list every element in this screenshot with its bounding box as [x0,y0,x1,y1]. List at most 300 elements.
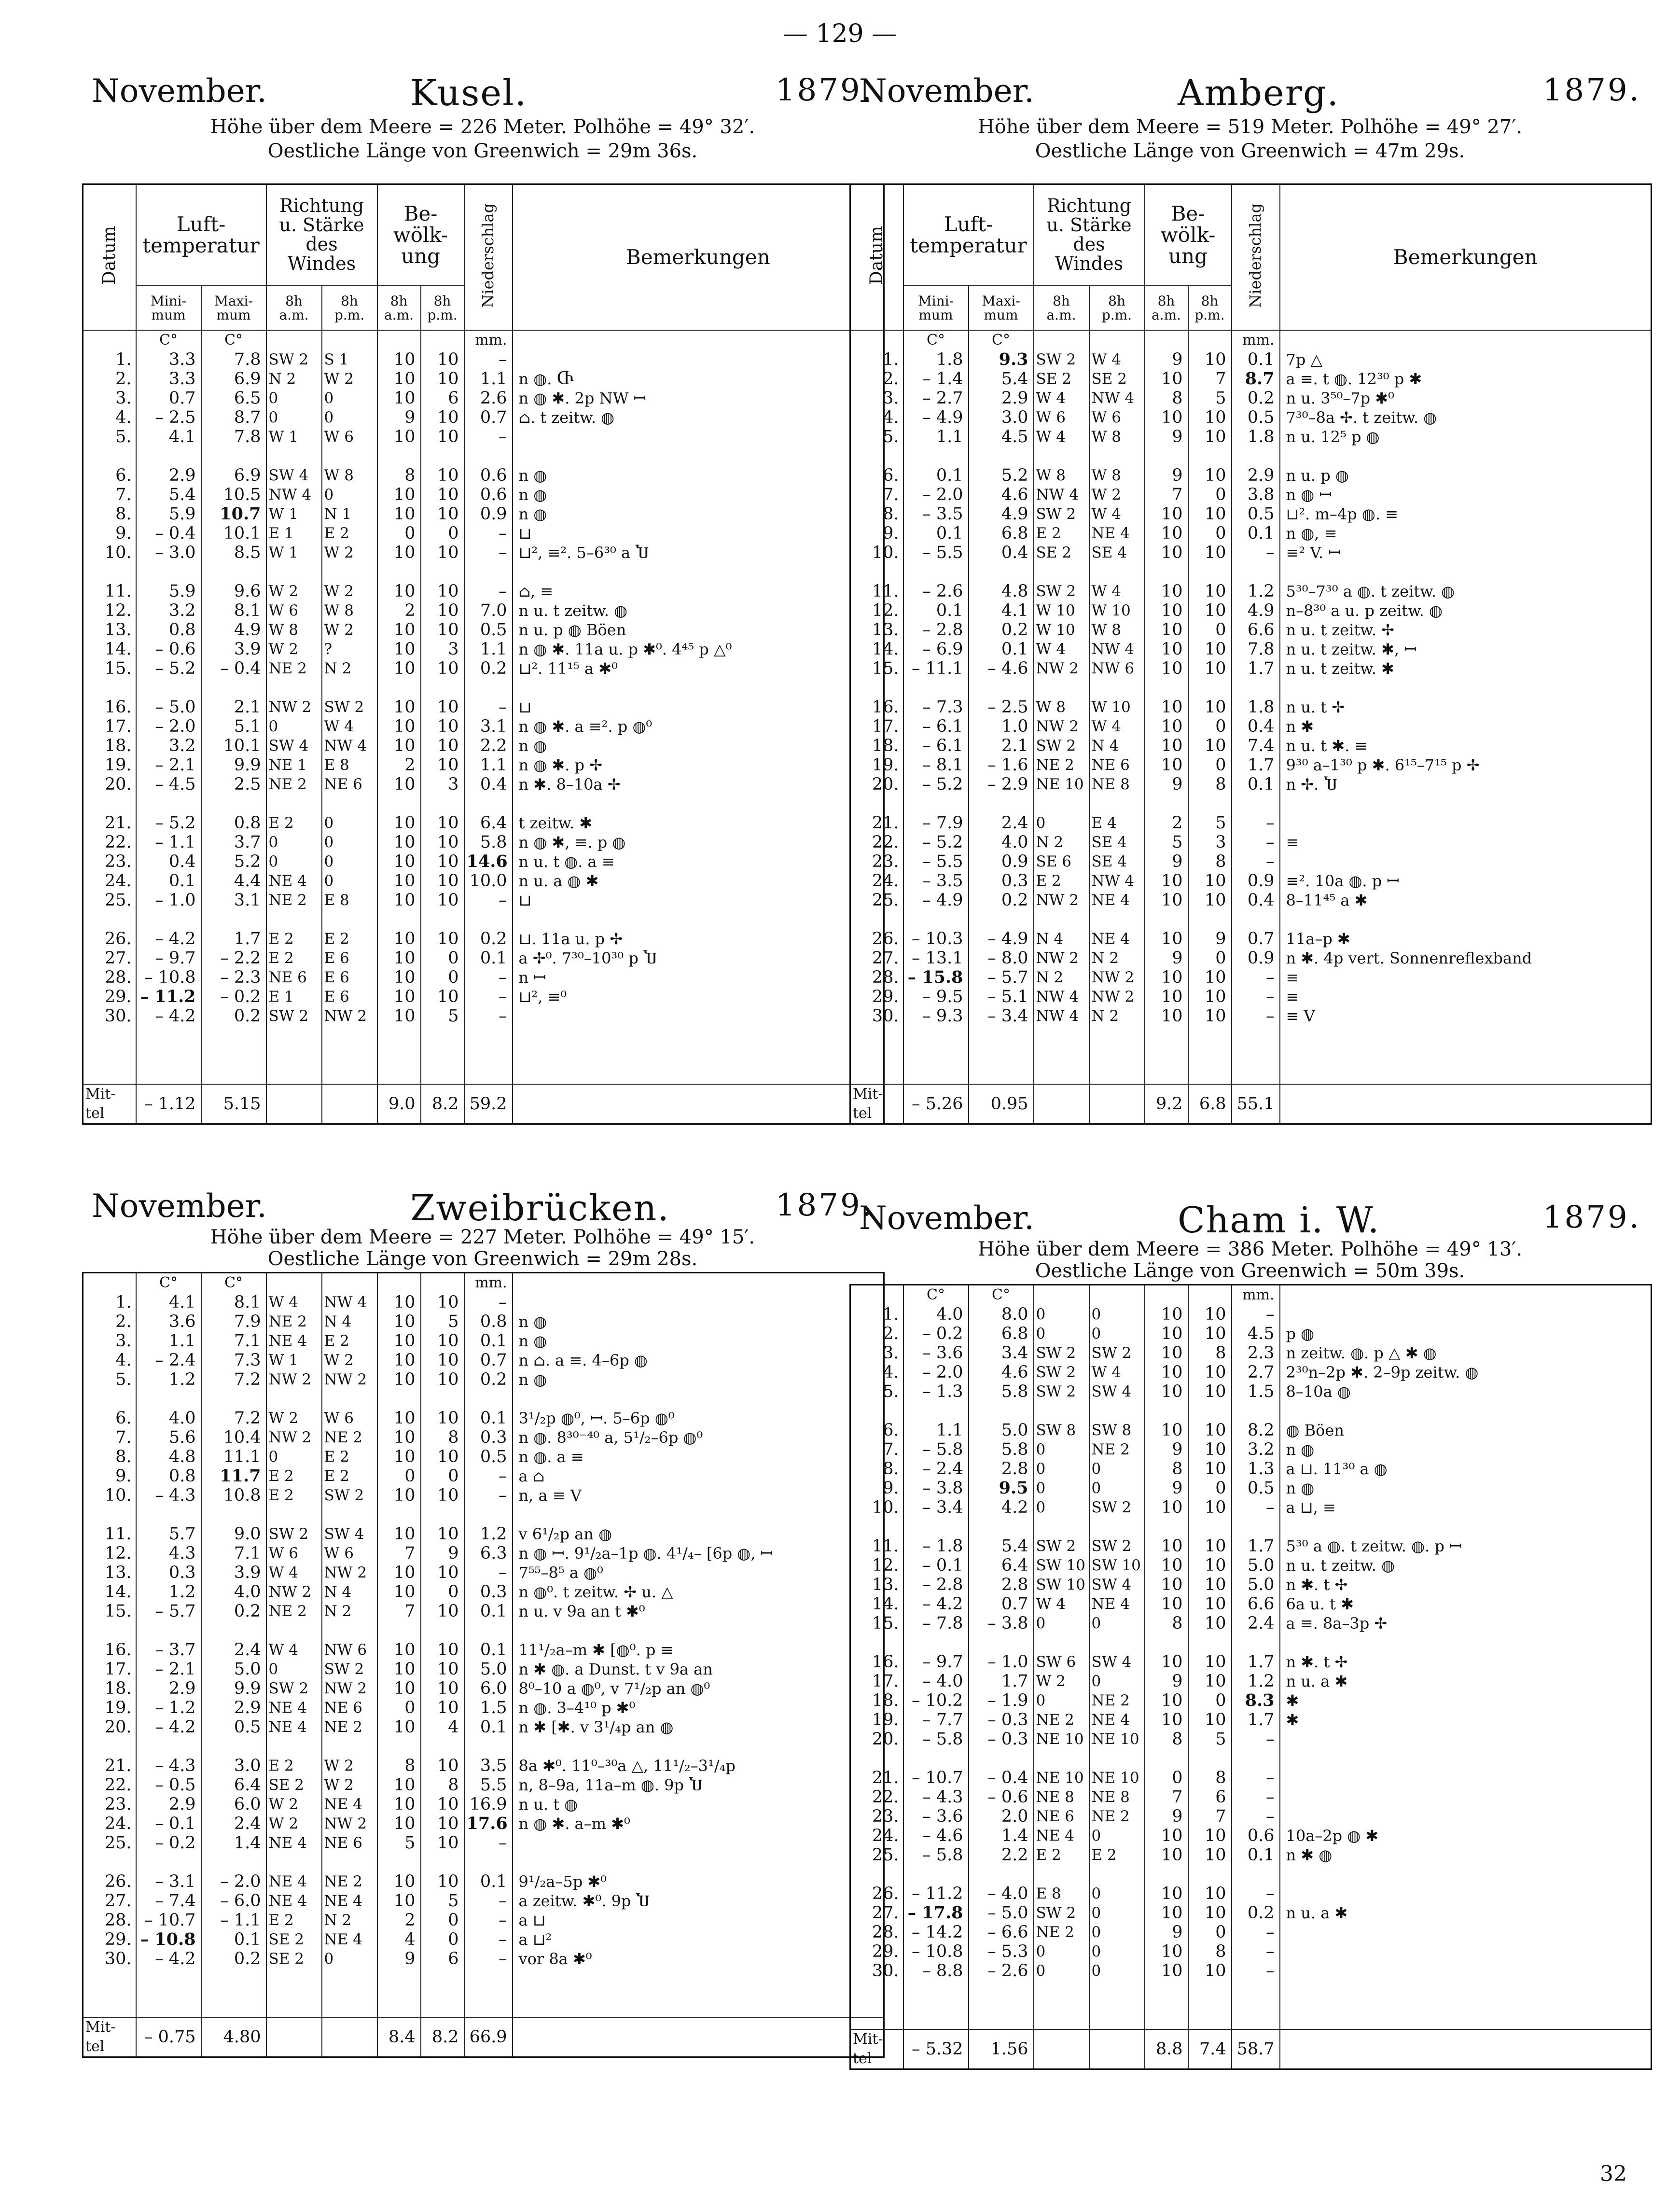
header-maximum: Maxi- mum [969,286,1034,330]
gap-cell [136,910,201,929]
remarks-cell: n u. t ✢ [1280,698,1652,717]
max-temp-cell: 1.7 [201,929,266,949]
precip-cell: 0.1 [1232,775,1280,794]
precip-cell: 1.3 [1232,1459,1280,1479]
cloud-am-cell: 10 [1145,1421,1188,1440]
gap-cell [421,1969,464,2017]
wind-pm-cell: 0 [322,833,377,852]
gap-cell [1089,447,1145,466]
cloud-pm-cell: 10 [421,1756,464,1775]
gap-cell [969,794,1034,813]
max-temp-cell: 5.8 [969,1382,1034,1401]
precip-cell: 0.3 [464,1428,513,1447]
max-temp-cell: 6.4 [201,1775,266,1795]
cloud-pm-cell: 10 [421,717,464,736]
day-cell: 21. [83,1756,136,1775]
cloud-pm-cell: 10 [421,1331,464,1351]
min-temp-cell: 0.8 [136,1466,201,1486]
min-temp-cell: – 3.0 [136,543,201,562]
max-temp-cell: – 0.4 [969,1768,1034,1787]
max-temp-cell: – 2.9 [969,775,1034,794]
min-temp-cell: – 5.8 [903,1730,969,1749]
min-temp-cell: – 0.2 [903,1324,969,1343]
gap-cell [464,794,513,813]
day-cell: 29. [83,987,136,1006]
cloud-pm-cell: 10 [1188,1594,1232,1614]
max-temp-cell: 10.4 [201,1428,266,1447]
mittel-min: – 0.75 [136,2017,201,2057]
spacer-row [850,1981,1652,2029]
cloud-pm-cell: 10 [1188,871,1232,891]
max-temp-cell: – 0.3 [969,1710,1034,1730]
wind-am-cell: NE 6 [1034,1807,1089,1826]
remarks-cell: n ◍⁰. t zeitw. ✢ u. △ [513,1582,884,1602]
day-cell: 26. [83,1872,136,1891]
wind-pm-cell: SW 4 [1089,1652,1145,1672]
max-temp-cell: 11.1 [201,1447,266,1466]
precip-cell: 0.6 [464,485,513,504]
cloud-am-cell: 4 [377,1930,421,1949]
cloud-am-cell: 10 [1145,1884,1188,1903]
gap-cell [322,910,377,929]
cloud-am-cell: 10 [377,389,421,408]
wind-am-cell: W 4 [1034,640,1089,659]
mittel-max: 4.80 [201,2017,266,2057]
cloud-pm-cell: 10 [421,987,464,1006]
wind-am-cell: SW 2 [1034,582,1089,601]
gap-cell [1280,1749,1652,1768]
cloud-pm-cell: 10 [421,1814,464,1833]
unit-cell: C° [201,1273,266,1293]
table-row [83,736,884,755]
min-temp-cell: – 2.1 [136,1660,201,1679]
unit-cell [850,330,903,350]
min-temp-cell: – 1.1 [136,833,201,852]
max-temp-cell: 2.5 [201,775,266,794]
gap-cell [201,1737,266,1756]
precip-cell: 1.5 [1232,1382,1280,1401]
wind-am-cell: NE 1 [266,755,322,775]
min-temp-cell: 2.9 [136,466,201,485]
wind-pm-cell: W 6 [322,1409,377,1428]
precip-cell: – [464,891,513,910]
cloud-am-cell: 9 [377,1949,421,1969]
precip-cell: 2.7 [1232,1363,1280,1382]
table-row [850,1672,1652,1691]
cloud-am-cell: 2 [377,601,421,620]
remarks-cell: ≡ V [1280,1006,1652,1026]
min-temp-cell: – 5.8 [903,1845,969,1865]
cloud-pm-cell: 10 [421,582,464,601]
day-cell: 12. [850,1556,903,1575]
min-temp-cell: 0.8 [136,620,201,640]
cloud-am-cell: 10 [1145,1961,1188,1981]
header-datum [850,184,903,331]
precip-cell: – [1232,1006,1280,1026]
wind-pm-cell: SW 8 [1089,1421,1145,1440]
max-temp-cell: – 8.0 [969,949,1034,968]
max-temp-cell: 0.1 [969,640,1034,659]
cloud-pm-cell: 10 [1188,582,1232,601]
remarks-cell: ✱ [1280,1691,1652,1710]
max-temp-cell: – 5.0 [969,1903,1034,1923]
wind-am-cell: 0 [1034,1691,1089,1710]
cloud-am-cell: 10 [377,949,421,968]
day-cell: 11. [850,1536,903,1556]
cloud-pm-cell: 8 [1188,1768,1232,1787]
wind-pm-cell: NE 10 [1089,1768,1145,1787]
wind-am-cell: NW 4 [1034,987,1089,1006]
header-bemerkungen: Bemerkungen [1280,184,1652,331]
max-temp-cell: 7.2 [201,1409,266,1428]
precip-cell: 6.4 [464,813,513,833]
wind-pm-cell: E 2 [322,524,377,543]
gap-cell [464,1969,513,2017]
remarks-cell: n u. 3⁵⁰–7p ✱⁰ [1280,389,1652,408]
table-row [850,987,1652,1006]
table-row [850,601,1652,620]
precip-cell: 1.5 [464,1698,513,1717]
wind-am-cell: NE 2 [266,1312,322,1331]
wind-pm-cell: SE 2 [1089,369,1145,389]
day-cell: 22. [83,833,136,852]
gap-cell [266,447,322,466]
gap-cell [1232,1749,1280,1768]
gap-cell [266,1621,322,1640]
wind-pm-cell: N 1 [322,504,377,524]
cloud-pm-cell: 10 [421,736,464,755]
day-cell: 15. [83,659,136,678]
precip-cell: 0.2 [1232,1903,1280,1923]
precip-cell: 8.2 [1232,1421,1280,1440]
mittel-precip: 66.9 [464,2017,513,2057]
wind-pm-cell: ? [322,640,377,659]
unit-cell [1145,1285,1188,1305]
gap-cell [903,1749,969,1768]
table-row [83,813,884,833]
gap-cell [83,1505,136,1524]
unit-cell [1280,1285,1652,1305]
gap-cell [1089,1517,1145,1536]
table-row [850,1691,1652,1710]
cloud-am-cell: 8 [377,1756,421,1775]
wind-am-cell: NE 2 [1034,755,1089,775]
wind-pm-cell: NE 4 [322,1891,377,1911]
gap-cell [266,1026,322,1084]
gap-cell [136,678,201,698]
precip-cell: 16.9 [464,1795,513,1814]
cloud-am-cell: 10 [377,504,421,524]
cloud-pm-cell: 10 [1188,1961,1232,1981]
gap-cell [1232,1517,1280,1536]
unit-cell: mm. [1232,330,1280,350]
gap-cell [1145,1633,1188,1652]
cloud-pm-cell: 10 [421,1660,464,1679]
wind-am-cell: 0 [1034,1324,1089,1343]
precip-cell: 0.6 [464,466,513,485]
precip-cell: 0.5 [1232,504,1280,524]
wind-pm-cell: E 2 [322,1331,377,1351]
gap-cell [850,1401,903,1421]
table-row [83,601,884,620]
cloud-am-cell: 10 [1145,408,1188,427]
cloud-am-cell: 10 [377,1409,421,1428]
station-name: Kusel. [410,72,528,114]
cloud-am-cell: 10 [377,640,421,659]
wind-am-cell: W 1 [266,427,322,447]
gap-cell [1145,910,1188,929]
table-row [850,1536,1652,1556]
max-temp-cell: 7.9 [201,1312,266,1331]
remarks-cell [1280,1768,1652,1787]
gap-cell [421,794,464,813]
wind-pm-cell: 0 [322,1949,377,1969]
min-temp-cell: – 5.8 [903,1440,969,1459]
day-cell: 24. [83,1814,136,1833]
wind-pm-cell: 0 [1089,1826,1145,1845]
max-temp-cell: 4.6 [969,1363,1034,1382]
max-temp-cell: 9.0 [201,1524,266,1544]
min-temp-cell: – 3.8 [903,1479,969,1498]
min-temp-cell: – 2.8 [903,620,969,640]
remarks-cell: n ◍ [513,1370,884,1389]
cloud-am-cell: 10 [377,1486,421,1505]
gap-cell [513,678,884,698]
day-cell: 13. [850,620,903,640]
wind-pm-cell: E 2 [322,929,377,949]
cloud-am-cell: 10 [377,1582,421,1602]
day-cell: 29. [850,1942,903,1961]
max-temp-cell: 0.4 [969,543,1034,562]
wind-am-cell: NE 2 [266,659,322,678]
cloud-pm-cell: 6 [421,389,464,408]
gap-cell [266,678,322,698]
wind-am-cell: SE 6 [1034,852,1089,871]
gap-cell [377,1737,421,1756]
min-temp-cell: 1.2 [136,1582,201,1602]
wind-am-cell: W 2 [266,582,322,601]
wind-pm-cell: N 4 [322,1582,377,1602]
header-wind: Richtung u. Stärke des Windes [1034,184,1145,286]
table-row [850,968,1652,987]
mittel-row [850,1084,1652,1124]
cloud-pm-cell: 10 [1188,1498,1232,1517]
max-temp-cell: – 0.2 [201,987,266,1006]
gap-cell [969,1517,1034,1536]
remarks-cell: n ◍ [513,504,884,524]
wind-am-cell: W 1 [266,543,322,562]
table-row [850,1594,1652,1614]
day-cell: 27. [83,949,136,968]
precip-cell: 3.1 [464,717,513,736]
max-temp-cell: – 6.6 [969,1923,1034,1942]
gap-cell [201,1969,266,2017]
gap-cell [513,1737,884,1756]
table-row [850,640,1652,659]
day-cell: 8. [850,1459,903,1479]
max-temp-cell: 10.5 [201,485,266,504]
day-cell: 10. [850,1498,903,1517]
cloud-pm-cell: 0 [1188,717,1232,736]
wind-am-cell: SW 2 [1034,1536,1089,1556]
wind-pm-cell: E 2 [1089,1845,1145,1865]
remarks-cell: ⌂, ≡ [513,582,884,601]
gap-cell [969,1633,1034,1652]
gap-cell [1280,1401,1652,1421]
table-row [850,813,1652,833]
gap-cell [1188,1026,1232,1084]
max-temp-cell: 3.9 [201,1563,266,1582]
table-row [83,1293,884,1312]
cloud-pm-cell: 10 [1188,1421,1232,1440]
wind-pm-cell: E 4 [1089,813,1145,833]
gap-cell [322,447,377,466]
wind-pm-cell: E 8 [322,755,377,775]
gap-cell [201,794,266,813]
remarks-cell: n ✱. 4p vert. Sonnenreflexband [1280,949,1652,968]
mittel-max: 0.95 [969,1084,1034,1124]
cloud-pm-cell: 0 [1188,755,1232,775]
cloud-am-cell: 9 [1145,949,1188,968]
cloud-pm-cell: 10 [421,1563,464,1582]
station-header [849,72,1651,183]
header-minimum: Mini- mum [903,286,969,330]
table-row [83,640,884,659]
wind-pm-cell: W 2 [322,543,377,562]
weather-table [82,183,885,1125]
min-temp-cell: 1.1 [136,1331,201,1351]
group-gap [850,1517,1652,1536]
remarks-cell: n u. t zeitw. ✢ [1280,620,1652,640]
table-row [83,524,884,543]
remarks-cell: n ◍ [1280,1479,1652,1498]
table-row [850,1807,1652,1826]
min-temp-cell: – 4.2 [903,1594,969,1614]
cloud-am-cell: 10 [377,1795,421,1814]
day-cell: 11. [83,1524,136,1544]
gap-cell [83,1737,136,1756]
wind-am-cell: 0 [1034,1614,1089,1633]
wind-pm-cell: SW 2 [322,1486,377,1505]
max-temp-cell: 8.0 [969,1305,1034,1324]
table-row [850,775,1652,794]
day-cell: 1. [850,1305,903,1324]
gap-cell [266,1969,322,2017]
cloud-pm-cell: 10 [1188,1826,1232,1845]
cloud-pm-cell: 8 [1188,1343,1232,1363]
mittel-wind-pm [1089,2029,1145,2069]
min-temp-cell: 1.2 [136,1370,201,1389]
cloud-pm-cell: 0 [421,949,464,968]
cloud-pm-cell: 10 [421,1447,464,1466]
group-gap [83,678,884,698]
cloud-pm-cell: 10 [421,833,464,852]
min-temp-cell: – 5.2 [136,813,201,833]
max-temp-cell: 5.1 [201,717,266,736]
gap-cell [464,678,513,698]
wind-pm-cell: 0 [1089,1459,1145,1479]
wind-am-cell: E 2 [266,813,322,833]
wind-pm-cell: SE 4 [1089,543,1145,562]
day-cell: 2. [83,1312,136,1331]
gap-cell [903,1517,969,1536]
remarks-cell: 5³⁰–7³⁰ a ◍. t zeitw. ◍ [1280,582,1652,601]
gap-cell [903,1981,969,2029]
cloud-am-cell: 10 [377,698,421,717]
cloud-pm-cell: 8 [421,1775,464,1795]
max-temp-cell: 1.0 [969,717,1034,736]
day-cell: 13. [850,1575,903,1594]
max-temp-cell: 5.4 [969,1536,1034,1556]
wind-am-cell: SW 2 [1034,504,1089,524]
gap-cell [377,1621,421,1640]
remarks-cell: n u. a ✱ [1280,1672,1652,1691]
table-row [83,717,884,736]
wind-pm-cell: NE 10 [1089,1730,1145,1749]
day-cell: 6. [83,466,136,485]
day-cell: 24. [83,871,136,891]
cloud-pm-cell: 10 [421,871,464,891]
wind-am-cell: W 6 [266,601,322,620]
cloud-pm-cell: 10 [421,408,464,427]
min-temp-cell: 3.6 [136,1312,201,1331]
remarks-cell: n ◍ ✱. 2p NW ꟷ [513,389,884,408]
remarks-cell: ≡² V. ꟷ [1280,543,1652,562]
precip-cell: – [464,1833,513,1853]
unit-cell [1034,1285,1089,1305]
min-temp-cell: – 5.2 [903,775,969,794]
wind-pm-cell: NW 6 [322,1640,377,1660]
gap-cell [850,794,903,813]
cloud-pm-cell: 10 [1188,1652,1232,1672]
wind-am-cell: W 4 [266,1640,322,1660]
min-temp-cell: – 2.4 [903,1459,969,1479]
day-cell: 17. [850,1672,903,1691]
table-row [850,1614,1652,1633]
wind-am-cell: E 2 [266,1466,322,1486]
min-temp-cell: – 3.1 [136,1872,201,1891]
cloud-am-cell: 10 [1145,582,1188,601]
day-cell: 23. [83,1795,136,1814]
remarks-cell: n u. 12⁵ p ◍ [1280,427,1652,447]
gap-cell [903,794,969,813]
remarks-cell: n ◍ [513,466,884,485]
precip-cell: – [1232,1787,1280,1807]
cloud-am-cell: 2 [377,1911,421,1930]
cloud-am-cell: 10 [1145,1826,1188,1845]
remarks-cell: n ◍ ✱, ≡. p ◍ [513,833,884,852]
wind-am-cell: SW 2 [266,350,322,369]
precip-cell: 0.9 [1232,949,1280,968]
unit-cell: C° [136,330,201,350]
cloud-am-cell: 9 [1145,1479,1188,1498]
spacer-row [850,1026,1652,1084]
gap-cell [464,1737,513,1756]
gap-cell [377,794,421,813]
max-temp-cell: 3.9 [201,640,266,659]
unit-cell [421,1273,464,1293]
min-temp-cell: – 5.5 [903,543,969,562]
gap-cell [136,1969,201,2017]
cloud-pm-cell: 10 [421,427,464,447]
cloud-am-cell: 2 [377,755,421,775]
station-altitude-line: Höhe über dem Meere = 226 Meter. Polhöhe = 49° 32′. [210,116,755,138]
cloud-am-cell: 10 [1145,543,1188,562]
day-cell: 26. [850,1884,903,1903]
min-temp-cell: – 2.5 [136,408,201,427]
table-row [850,1845,1652,1865]
gap-cell [266,794,322,813]
